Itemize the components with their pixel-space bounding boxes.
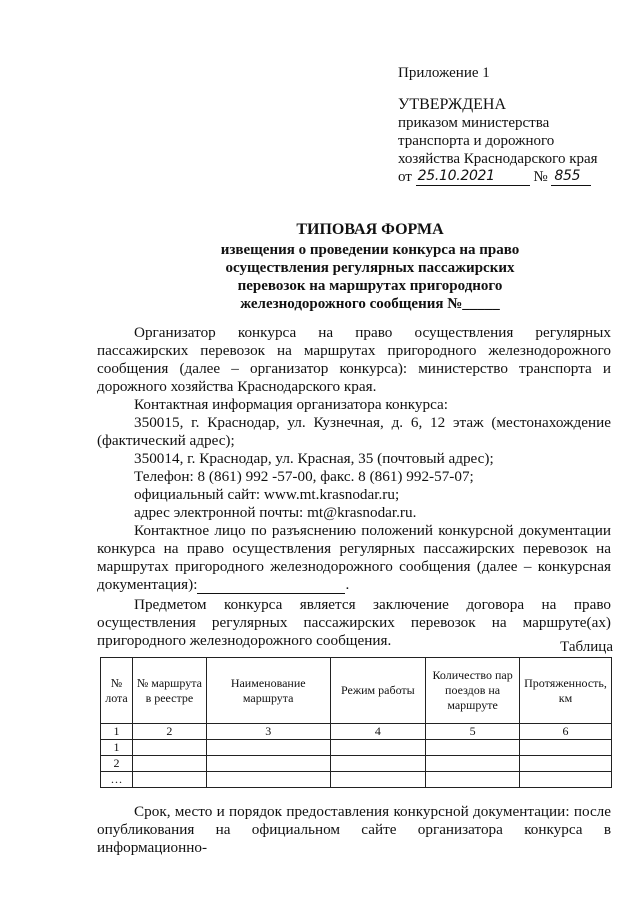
- table-cell: 1: [101, 740, 133, 756]
- contact-person-blank: [197, 578, 345, 594]
- contact-person-text: Контактное лицо по разъяснению положений конкурсной документации конкурса на право осуществления регулярных пассажирских перевозок на маршрутах пригородного железнодорожного сообщения (далее – конкурсная документация):: [97, 522, 611, 593]
- table-cell: [426, 740, 520, 756]
- contact-person-paragraph: [97, 522, 611, 594]
- handwritten-date: 25.10.2021: [417, 168, 495, 184]
- table-row: [101, 740, 612, 756]
- table-cell: [519, 756, 611, 772]
- table-cell: 5: [426, 724, 520, 740]
- document-body: [97, 324, 611, 650]
- table-cell: 1: [101, 724, 133, 740]
- email-line: адрес электронной почты: mt@krasnodar.ru.: [134, 504, 417, 521]
- table-cell: [132, 772, 206, 788]
- website-line: официальный сайт: www.mt.krasnodar.ru;: [134, 486, 400, 503]
- table-row: [101, 756, 612, 772]
- table-cell: [206, 756, 330, 772]
- table-cell: [426, 772, 520, 788]
- table-cell: 6: [519, 724, 611, 740]
- title-subline-1: извещения о проведении конкурса на право: [220, 242, 520, 258]
- approval-line-3: хозяйства Краснодарского края: [398, 151, 598, 167]
- table-cell: [132, 740, 206, 756]
- header-route-name: Наименование маршрута: [206, 658, 330, 724]
- contact-person-end: .: [345, 576, 350, 593]
- table-row: [101, 772, 612, 788]
- approval-line-1: приказом министерства: [398, 115, 550, 131]
- table-cell: [330, 740, 426, 756]
- table-cell: [206, 740, 330, 756]
- table-header-row: [101, 658, 612, 724]
- title-subline-2: осуществления регулярных пассажирских: [225, 260, 515, 276]
- approval-block: [398, 64, 628, 186]
- approval-date-number-line: [398, 168, 628, 186]
- table-cell: 2: [101, 756, 133, 772]
- appendix-label: Приложение 1: [398, 65, 490, 81]
- table-cell: 4: [330, 724, 426, 740]
- header-train-pairs: Количество пар поездов на маршруте: [426, 658, 520, 724]
- approved-heading: УТВЕРЖДЕНА: [398, 96, 507, 113]
- title-subline-4: железнодорожного сообщения №_____: [240, 296, 500, 312]
- organizer-paragraph: Организатор конкурса на право осуществления регулярных пассажирских перевозок на маршрутах пригородного железнодорожного сообщения (далее – организатор конкурса): министерство транспорта и дорожного хозяйства Краснодарского края.: [97, 324, 611, 395]
- table-cell: 2: [132, 724, 206, 740]
- table-cell: [330, 772, 426, 788]
- form-title: ТИПОВАЯ ФОРМА: [296, 221, 444, 238]
- subject-paragraph: Предметом конкурса является заключение договора на право осуществления регулярных пассажирских перевозок на маршруте(ах) пригородного железнодорожного сообщения.: [97, 596, 611, 649]
- header-operating-mode: Режим работы: [330, 658, 426, 724]
- number-prefix: №: [533, 169, 548, 185]
- table-cell: [132, 756, 206, 772]
- document-title: [120, 221, 620, 313]
- address-actual: 350015, г. Краснодар, ул. Кузнечная, д. 6, 12 этаж (местонахождение (фактический адрес);: [97, 414, 611, 449]
- number-field: [551, 168, 591, 186]
- address-postal: 350014, г. Краснодар, ул. Красная, 35 (почтовый адрес);: [134, 450, 494, 467]
- table-cell: [206, 772, 330, 788]
- footer-paragraph: [97, 803, 611, 857]
- table-cell: [426, 756, 520, 772]
- table-cell: …: [101, 772, 133, 788]
- contact-heading: Контактная информация организатора конкурса:: [134, 396, 448, 413]
- header-length-km: Протяженность, км: [519, 658, 611, 724]
- table-caption: Таблица: [560, 639, 613, 655]
- lots-table: [100, 657, 612, 788]
- table-cell: [330, 756, 426, 772]
- footer-text: Срок, место и порядок предоставления конкурсной документации: после опубликования на официальном сайте организатора конкурса в информационно-: [97, 803, 611, 856]
- date-field: [416, 168, 530, 186]
- table-row: [101, 724, 612, 740]
- header-route-registry-number: № маршрута в реестре: [132, 658, 206, 724]
- date-prefix: от: [398, 169, 412, 185]
- header-lot-number: № лота: [101, 658, 133, 724]
- phone-line: Телефон: 8 (861) 992 -57-00, факс. 8 (861) 992-57-07;: [134, 468, 474, 485]
- table-cell: [519, 772, 611, 788]
- approval-line-2: транспорта и дорожного: [398, 133, 555, 149]
- handwritten-number: 855: [554, 168, 581, 184]
- table-cell: [519, 740, 611, 756]
- title-subline-3: перевозок на маршрутах пригородного: [237, 278, 503, 294]
- table-cell: 3: [206, 724, 330, 740]
